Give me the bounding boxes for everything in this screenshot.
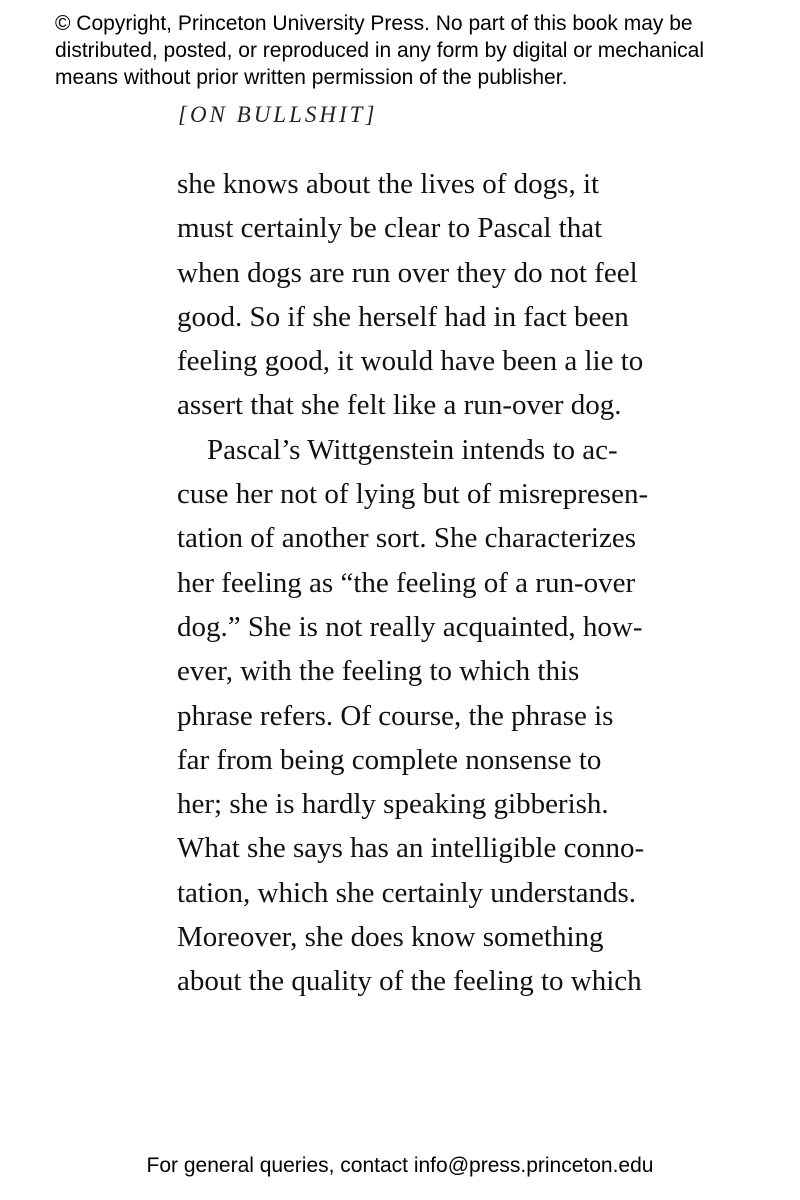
- paragraph-start-line: Pascal’s Wittgenstein intends to ac-: [207, 433, 618, 466]
- text-line: feeling good, it would have been a lie to: [177, 345, 644, 378]
- copyright-line: means without prior written permission of the publisher.: [55, 66, 568, 89]
- copyright-notice: [55, 10, 775, 91]
- text-line: cuse her not of lying but of misrepresen-: [177, 478, 649, 511]
- text-line: ever, with the feeling to which this: [177, 655, 580, 688]
- text-line: about the quality of the feeling to which: [177, 965, 642, 998]
- text-line: her; she is hardly speaking gibberish.: [177, 788, 609, 821]
- text-line: when dogs are run over they do not feel: [177, 256, 638, 289]
- text-line: she knows about the lives of dogs, it: [177, 168, 600, 200]
- text-line: tation, which she certainly understands.: [177, 876, 637, 909]
- contact-footer: For general queries, contact info@press.princeton.edu: [146, 1154, 654, 1177]
- text-line: tation of another sort. She characterizes: [177, 522, 636, 555]
- copyright-line: © Copyright, Princeton University Press. No part of this book may be: [55, 12, 693, 35]
- copyright-line: distributed, posted, or reproduced in any form by digital or mechanical: [55, 39, 705, 62]
- text-line: Moreover, she does know something: [177, 921, 604, 954]
- running-head: [ON BULLSHIT]: [178, 102, 378, 127]
- body-text: [177, 162, 697, 1004]
- text-line: her feeling as “the feeling of a run-over: [177, 566, 636, 599]
- text-line: dog.” She is not really acquainted, how-: [177, 610, 643, 643]
- text-line: assert that she felt like a run-over dog.: [177, 389, 622, 422]
- text-line: must certainly be clear to Pascal that: [177, 212, 603, 245]
- text-line: far from being complete nonsense to: [177, 743, 602, 776]
- text-line: good. So if she herself had in fact been: [177, 300, 629, 333]
- text-line: phrase refers. Of course, the phrase is: [177, 699, 614, 732]
- text-line: What she says has an intelligible conno-: [177, 832, 645, 865]
